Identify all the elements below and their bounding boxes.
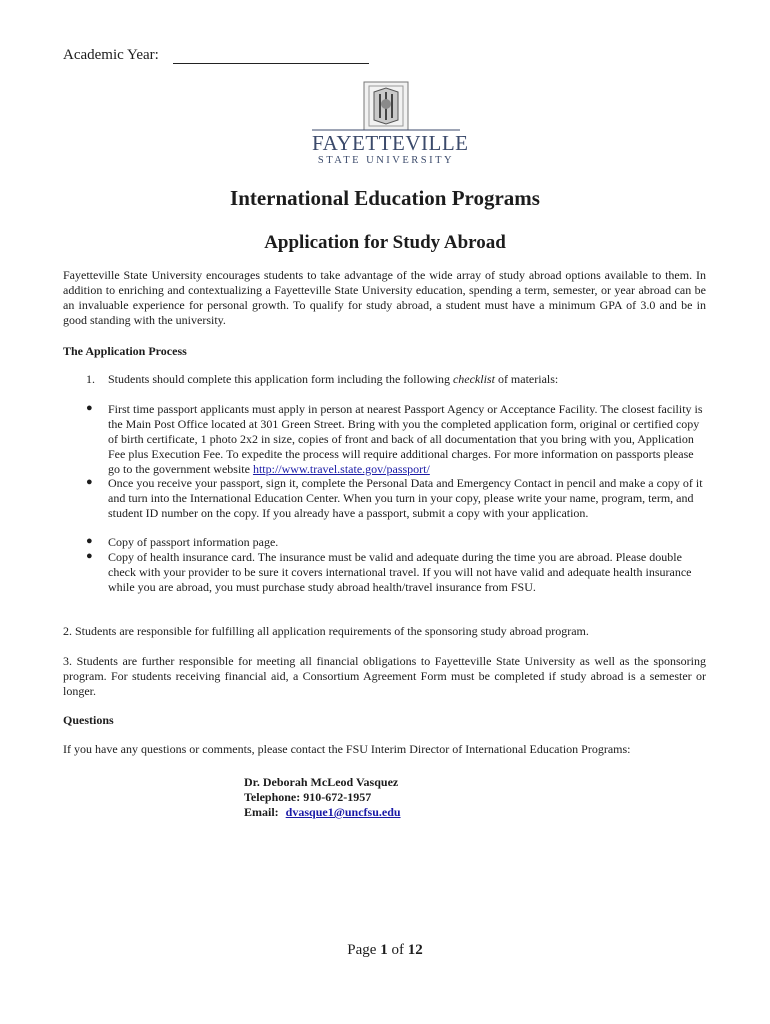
academic-year-field (63, 47, 369, 64)
page-subtitle: Application for Study Abroad (264, 232, 506, 253)
process-heading: The Application Process (63, 344, 187, 358)
page-current: 1 (380, 942, 388, 958)
checklist-item-passport-text: First time passport applicants must apply in person at nearest Passport Agency or Acceptance Facility. The closest facility is the Main Post Office located at 301 Green Street. Bring with you the completed application form, original or certified copy of birth certificate, 1 photo 2x2 in size, copies of front and back of all documentation that you bring with you, Application Fee plus Execution Fee. To expedite the process will require additional charges. For more information on passports please go to the government website (108, 402, 703, 476)
seal-icon (312, 80, 460, 132)
step1-number: 1. (86, 372, 95, 386)
step1-text (108, 372, 708, 387)
contact-name: Dr. Deborah McLeod Vasquez (244, 775, 399, 789)
questions-heading: Questions (63, 713, 114, 727)
step1-text-after: of materials: (494, 372, 559, 386)
university-logo (312, 80, 469, 170)
page-number (0, 942, 770, 959)
checklist-item-passport (108, 402, 708, 477)
checklist-item-passport-copy: Copy of passport information page. (108, 535, 279, 549)
contact-email-line (244, 805, 401, 820)
page-word: Page (347, 942, 377, 958)
contact-phone: Telephone: 910-672-1957 (244, 790, 372, 804)
step1-text-before: Students should complete this application form including the following (108, 372, 453, 386)
bullet-icon: ● (86, 535, 93, 547)
bullet-icon: ● (86, 402, 93, 414)
step2-text: 2. Students are responsible for fulfilling all application requirements of the sponsoring study abroad program. (63, 624, 589, 638)
contact-email-link[interactable]: dvasque1@uncfsu.edu (285, 805, 401, 819)
bullet-icon: ● (86, 550, 93, 562)
step3-text: 3. Students are further responsible for meeting all financial obligations to Fayetteville State University as well as the sponsoring program. For students receiving financial aid, a Consortium Agreement Form must be completed if study abroad is a semester or longer. (63, 654, 706, 698)
logo-subtitle: STATE UNIVERSITY (317, 155, 455, 166)
academic-year-blank (173, 49, 369, 64)
checklist-item-sign-passport: Once you receive your passport, sign it, complete the Personal Data and Emergency Contact in pencil and make a copy of it and turn into the International Education Center. When you turn in your copy, please write your name, program, term, and student ID number on the copy. If you already have a passport, submit a copy with your application. (108, 476, 703, 520)
academic-year-label: Academic Year: (63, 47, 159, 63)
page-title: International Education Programs (230, 186, 540, 210)
page-total: 12 (407, 942, 423, 958)
checklist-item-health-insurance: Copy of health insurance card. The insurance must be valid and adequate during the time you are abroad. Please double check with your provider to be sure it covers international travel. If you will not have valid and adequate health insurance while you are abroad, you must purchase study abroad health/travel insurance from FSU. (108, 550, 692, 594)
bullet-icon: ● (86, 476, 93, 488)
passport-website-link[interactable]: http://www.travel.state.gov/passport/ (252, 462, 430, 476)
step1-emphasis: checklist (452, 372, 495, 386)
logo-wordmark: FAYETTEVILLE (312, 131, 469, 155)
page-of-word: of (391, 942, 404, 958)
contact-email-label: Email: (244, 805, 279, 819)
questions-text: If you have any questions or comments, please contact the FSU Interim Director of International Education Programs: (63, 742, 631, 756)
intro-paragraph: Fayetteville State University encourages students to take advantage of the wide array of study abroad options available to them. In addition to enriching and contextualizing a Fayetteville State University education, spending a term, semester, or year abroad can be an invaluable experience for personal growth. To qualify for study abroad, a student must have a minimum GPA of 3.0 and be in good standing with the university. (63, 268, 706, 327)
